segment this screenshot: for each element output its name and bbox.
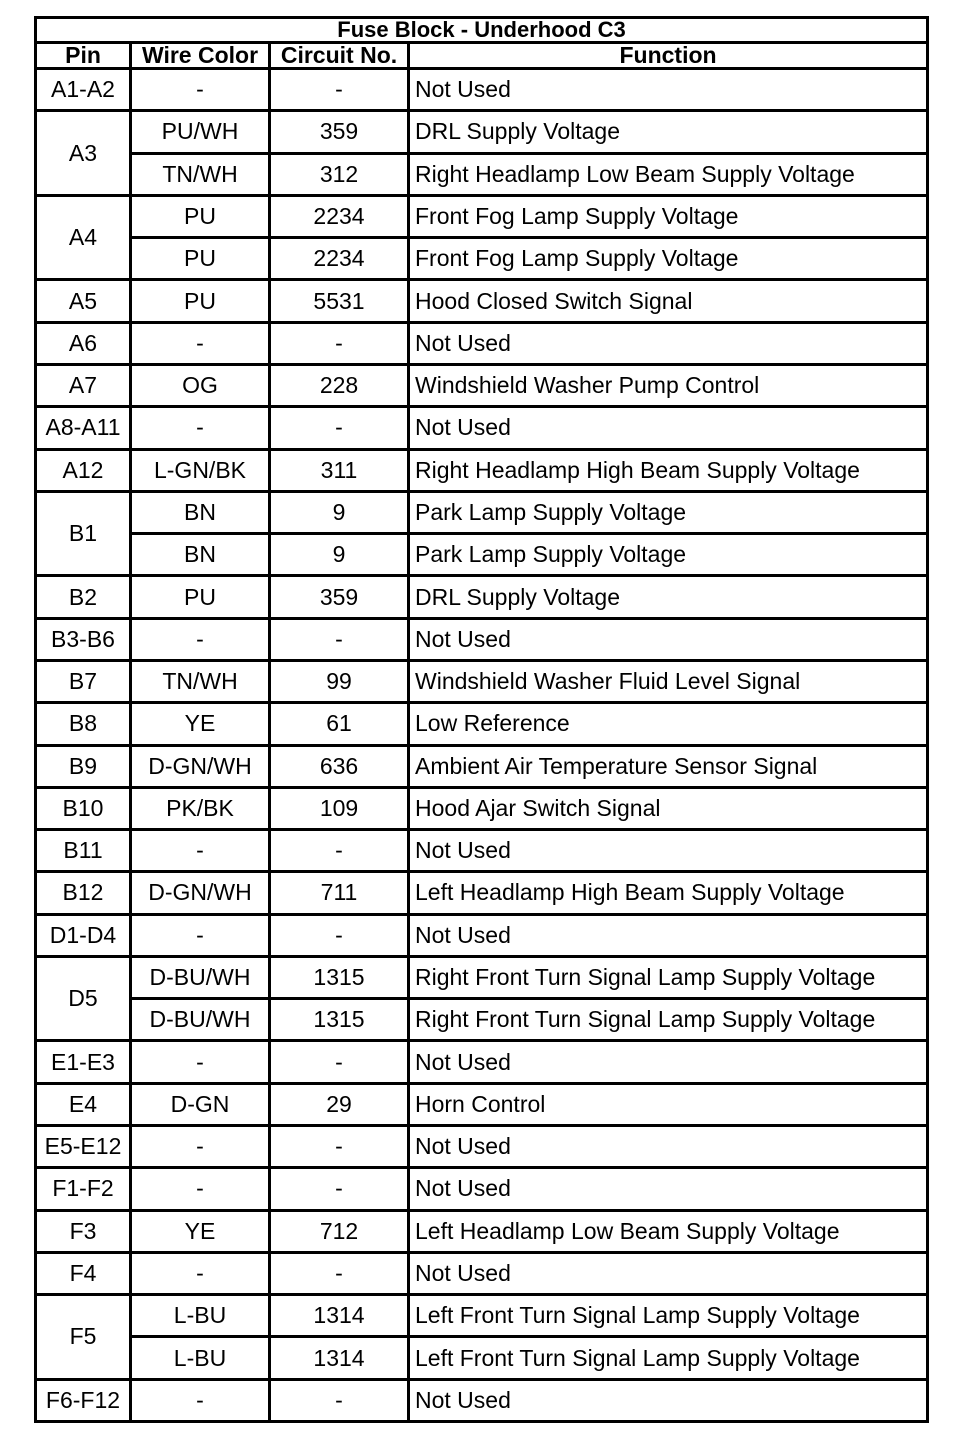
wire-color-cell: L-BU: [131, 1295, 270, 1337]
wire-color-cell: PU/WH: [131, 111, 270, 153]
function-cell: Not Used: [409, 830, 928, 872]
pin-cell: F3: [36, 1210, 131, 1252]
pin-cell: E1-E3: [36, 1041, 131, 1083]
circuit-number-cell: 1315: [270, 999, 409, 1041]
circuit-number-cell: -: [270, 1041, 409, 1083]
wire-color-cell: D-GN/WH: [131, 872, 270, 914]
pin-cell: E4: [36, 1083, 131, 1125]
function-cell: Left Front Turn Signal Lamp Supply Voltage: [409, 1295, 928, 1337]
function-cell: Front Fog Lamp Supply Voltage: [409, 195, 928, 237]
circuit-number-cell: 99: [270, 660, 409, 702]
circuit-number-cell: 311: [270, 449, 409, 491]
function-cell: Right Front Turn Signal Lamp Supply Voltage: [409, 956, 928, 998]
table-row: [36, 703, 928, 745]
circuit-number-cell: -: [270, 407, 409, 449]
pin-cell: D1-D4: [36, 914, 131, 956]
pin-cell: B1: [36, 491, 131, 576]
table-row: [36, 1210, 928, 1252]
pin-cell: A4: [36, 195, 131, 280]
wire-color-cell: -: [131, 407, 270, 449]
table-row: [36, 787, 928, 829]
pin-cell: A3: [36, 111, 131, 196]
table-row: [36, 1379, 928, 1421]
wire-color-cell: BN: [131, 534, 270, 576]
pin-cell: A8-A11: [36, 407, 131, 449]
header-circuit-no: Circuit No.: [270, 43, 409, 69]
table-row: [36, 111, 928, 153]
table-row: [36, 534, 928, 576]
table-row: [36, 999, 928, 1041]
table-row: [36, 195, 928, 237]
circuit-number-cell: -: [270, 1168, 409, 1210]
wire-color-cell: D-BU/WH: [131, 956, 270, 998]
circuit-number-cell: -: [270, 322, 409, 364]
circuit-number-cell: 312: [270, 153, 409, 195]
pin-cell: E5-E12: [36, 1126, 131, 1168]
table-row: [36, 280, 928, 322]
header-wire-color: Wire Color: [131, 43, 270, 69]
function-cell: Hood Ajar Switch Signal: [409, 787, 928, 829]
wire-color-cell: -: [131, 618, 270, 660]
connector-pinout-table: [34, 16, 929, 1423]
header-pin: Pin: [36, 43, 131, 69]
function-cell: Not Used: [409, 407, 928, 449]
connector-table-wrapper: [34, 16, 926, 1423]
function-cell: Park Lamp Supply Voltage: [409, 491, 928, 533]
pin-cell: B11: [36, 830, 131, 872]
circuit-number-cell: 109: [270, 787, 409, 829]
function-cell: Not Used: [409, 1379, 928, 1421]
pin-cell: F6-F12: [36, 1379, 131, 1421]
wire-color-cell: D-BU/WH: [131, 999, 270, 1041]
wire-color-cell: BN: [131, 491, 270, 533]
circuit-number-cell: -: [270, 618, 409, 660]
circuit-number-cell: 5531: [270, 280, 409, 322]
circuit-number-cell: -: [270, 1379, 409, 1421]
table-title: Fuse Block - Underhood C3: [36, 18, 928, 43]
wire-color-cell: -: [131, 830, 270, 872]
table-row: [36, 618, 928, 660]
circuit-number-cell: 359: [270, 111, 409, 153]
function-cell: DRL Supply Voltage: [409, 576, 928, 618]
table-row: [36, 914, 928, 956]
wire-color-cell: PU: [131, 195, 270, 237]
function-cell: Not Used: [409, 914, 928, 956]
wire-color-cell: TN/WH: [131, 153, 270, 195]
wire-color-cell: TN/WH: [131, 660, 270, 702]
function-cell: Left Headlamp Low Beam Supply Voltage: [409, 1210, 928, 1252]
circuit-number-cell: 1314: [270, 1295, 409, 1337]
function-cell: Right Headlamp High Beam Supply Voltage: [409, 449, 928, 491]
function-cell: Left Headlamp High Beam Supply Voltage: [409, 872, 928, 914]
table-row: [36, 69, 928, 111]
column-header-row: [36, 43, 928, 69]
table-row: [36, 660, 928, 702]
pin-cell: A1-A2: [36, 69, 131, 111]
pin-cell: B7: [36, 660, 131, 702]
pin-cell: F1-F2: [36, 1168, 131, 1210]
wire-color-cell: -: [131, 1126, 270, 1168]
function-cell: Not Used: [409, 618, 928, 660]
function-cell: Hood Closed Switch Signal: [409, 280, 928, 322]
table-row: [36, 830, 928, 872]
function-cell: Windshield Washer Fluid Level Signal: [409, 660, 928, 702]
table-row: [36, 576, 928, 618]
table-row: [36, 238, 928, 280]
function-cell: Right Front Turn Signal Lamp Supply Voltage: [409, 999, 928, 1041]
wire-color-cell: -: [131, 69, 270, 111]
pin-cell: B12: [36, 872, 131, 914]
circuit-number-cell: 2234: [270, 238, 409, 280]
pin-cell: A7: [36, 364, 131, 406]
circuit-number-cell: 712: [270, 1210, 409, 1252]
table-row: [36, 322, 928, 364]
wire-color-cell: D-GN/WH: [131, 745, 270, 787]
table-row: [36, 956, 928, 998]
function-cell: Ambient Air Temperature Sensor Signal: [409, 745, 928, 787]
pin-cell: B9: [36, 745, 131, 787]
wire-color-cell: -: [131, 322, 270, 364]
circuit-number-cell: 9: [270, 491, 409, 533]
header-function: Function: [409, 43, 928, 69]
table-title-row: [36, 18, 928, 43]
table-row: [36, 1041, 928, 1083]
table-row: [36, 1337, 928, 1379]
circuit-number-cell: -: [270, 914, 409, 956]
pin-cell: A6: [36, 322, 131, 364]
pin-cell: A5: [36, 280, 131, 322]
circuit-number-cell: -: [270, 830, 409, 872]
table-row: [36, 1083, 928, 1125]
circuit-number-cell: 29: [270, 1083, 409, 1125]
circuit-number-cell: 2234: [270, 195, 409, 237]
pin-cell: B3-B6: [36, 618, 131, 660]
wire-color-cell: -: [131, 1168, 270, 1210]
function-cell: Right Headlamp Low Beam Supply Voltage: [409, 153, 928, 195]
circuit-number-cell: 9: [270, 534, 409, 576]
circuit-number-cell: 61: [270, 703, 409, 745]
circuit-number-cell: 359: [270, 576, 409, 618]
table-row: [36, 745, 928, 787]
wire-color-cell: -: [131, 1252, 270, 1294]
wire-color-cell: L-BU: [131, 1337, 270, 1379]
wire-color-cell: L-GN/BK: [131, 449, 270, 491]
function-cell: Not Used: [409, 1041, 928, 1083]
pin-cell: A12: [36, 449, 131, 491]
circuit-number-cell: 228: [270, 364, 409, 406]
table-row: [36, 872, 928, 914]
table-row: [36, 153, 928, 195]
circuit-number-cell: -: [270, 1252, 409, 1294]
wire-color-cell: OG: [131, 364, 270, 406]
table-row: [36, 364, 928, 406]
function-cell: Horn Control: [409, 1083, 928, 1125]
table-row: [36, 1168, 928, 1210]
circuit-number-cell: -: [270, 1126, 409, 1168]
function-cell: Windshield Washer Pump Control: [409, 364, 928, 406]
wire-color-cell: PU: [131, 576, 270, 618]
wire-color-cell: -: [131, 914, 270, 956]
table-body: [36, 69, 928, 1422]
function-cell: Not Used: [409, 69, 928, 111]
circuit-number-cell: -: [270, 69, 409, 111]
circuit-number-cell: 1315: [270, 956, 409, 998]
wire-color-cell: D-GN: [131, 1083, 270, 1125]
circuit-number-cell: 711: [270, 872, 409, 914]
circuit-number-cell: 1314: [270, 1337, 409, 1379]
pin-cell: F4: [36, 1252, 131, 1294]
wire-color-cell: YE: [131, 1210, 270, 1252]
wire-color-cell: -: [131, 1379, 270, 1421]
function-cell: Not Used: [409, 1168, 928, 1210]
function-cell: Left Front Turn Signal Lamp Supply Voltage: [409, 1337, 928, 1379]
table-row: [36, 407, 928, 449]
circuit-number-cell: 636: [270, 745, 409, 787]
pin-cell: D5: [36, 956, 131, 1041]
table-row: [36, 491, 928, 533]
pin-cell: B8: [36, 703, 131, 745]
wire-color-cell: PU: [131, 238, 270, 280]
wire-color-cell: YE: [131, 703, 270, 745]
function-cell: Not Used: [409, 322, 928, 364]
function-cell: DRL Supply Voltage: [409, 111, 928, 153]
function-cell: Front Fog Lamp Supply Voltage: [409, 238, 928, 280]
table-row: [36, 449, 928, 491]
pin-cell: B10: [36, 787, 131, 829]
wire-color-cell: PU: [131, 280, 270, 322]
pin-cell: B2: [36, 576, 131, 618]
table-row: [36, 1295, 928, 1337]
table-row: [36, 1252, 928, 1294]
function-cell: Low Reference: [409, 703, 928, 745]
function-cell: Not Used: [409, 1252, 928, 1294]
table-row: [36, 1126, 928, 1168]
function-cell: Not Used: [409, 1126, 928, 1168]
wire-color-cell: PK/BK: [131, 787, 270, 829]
wire-color-cell: -: [131, 1041, 270, 1083]
pin-cell: F5: [36, 1295, 131, 1380]
function-cell: Park Lamp Supply Voltage: [409, 534, 928, 576]
